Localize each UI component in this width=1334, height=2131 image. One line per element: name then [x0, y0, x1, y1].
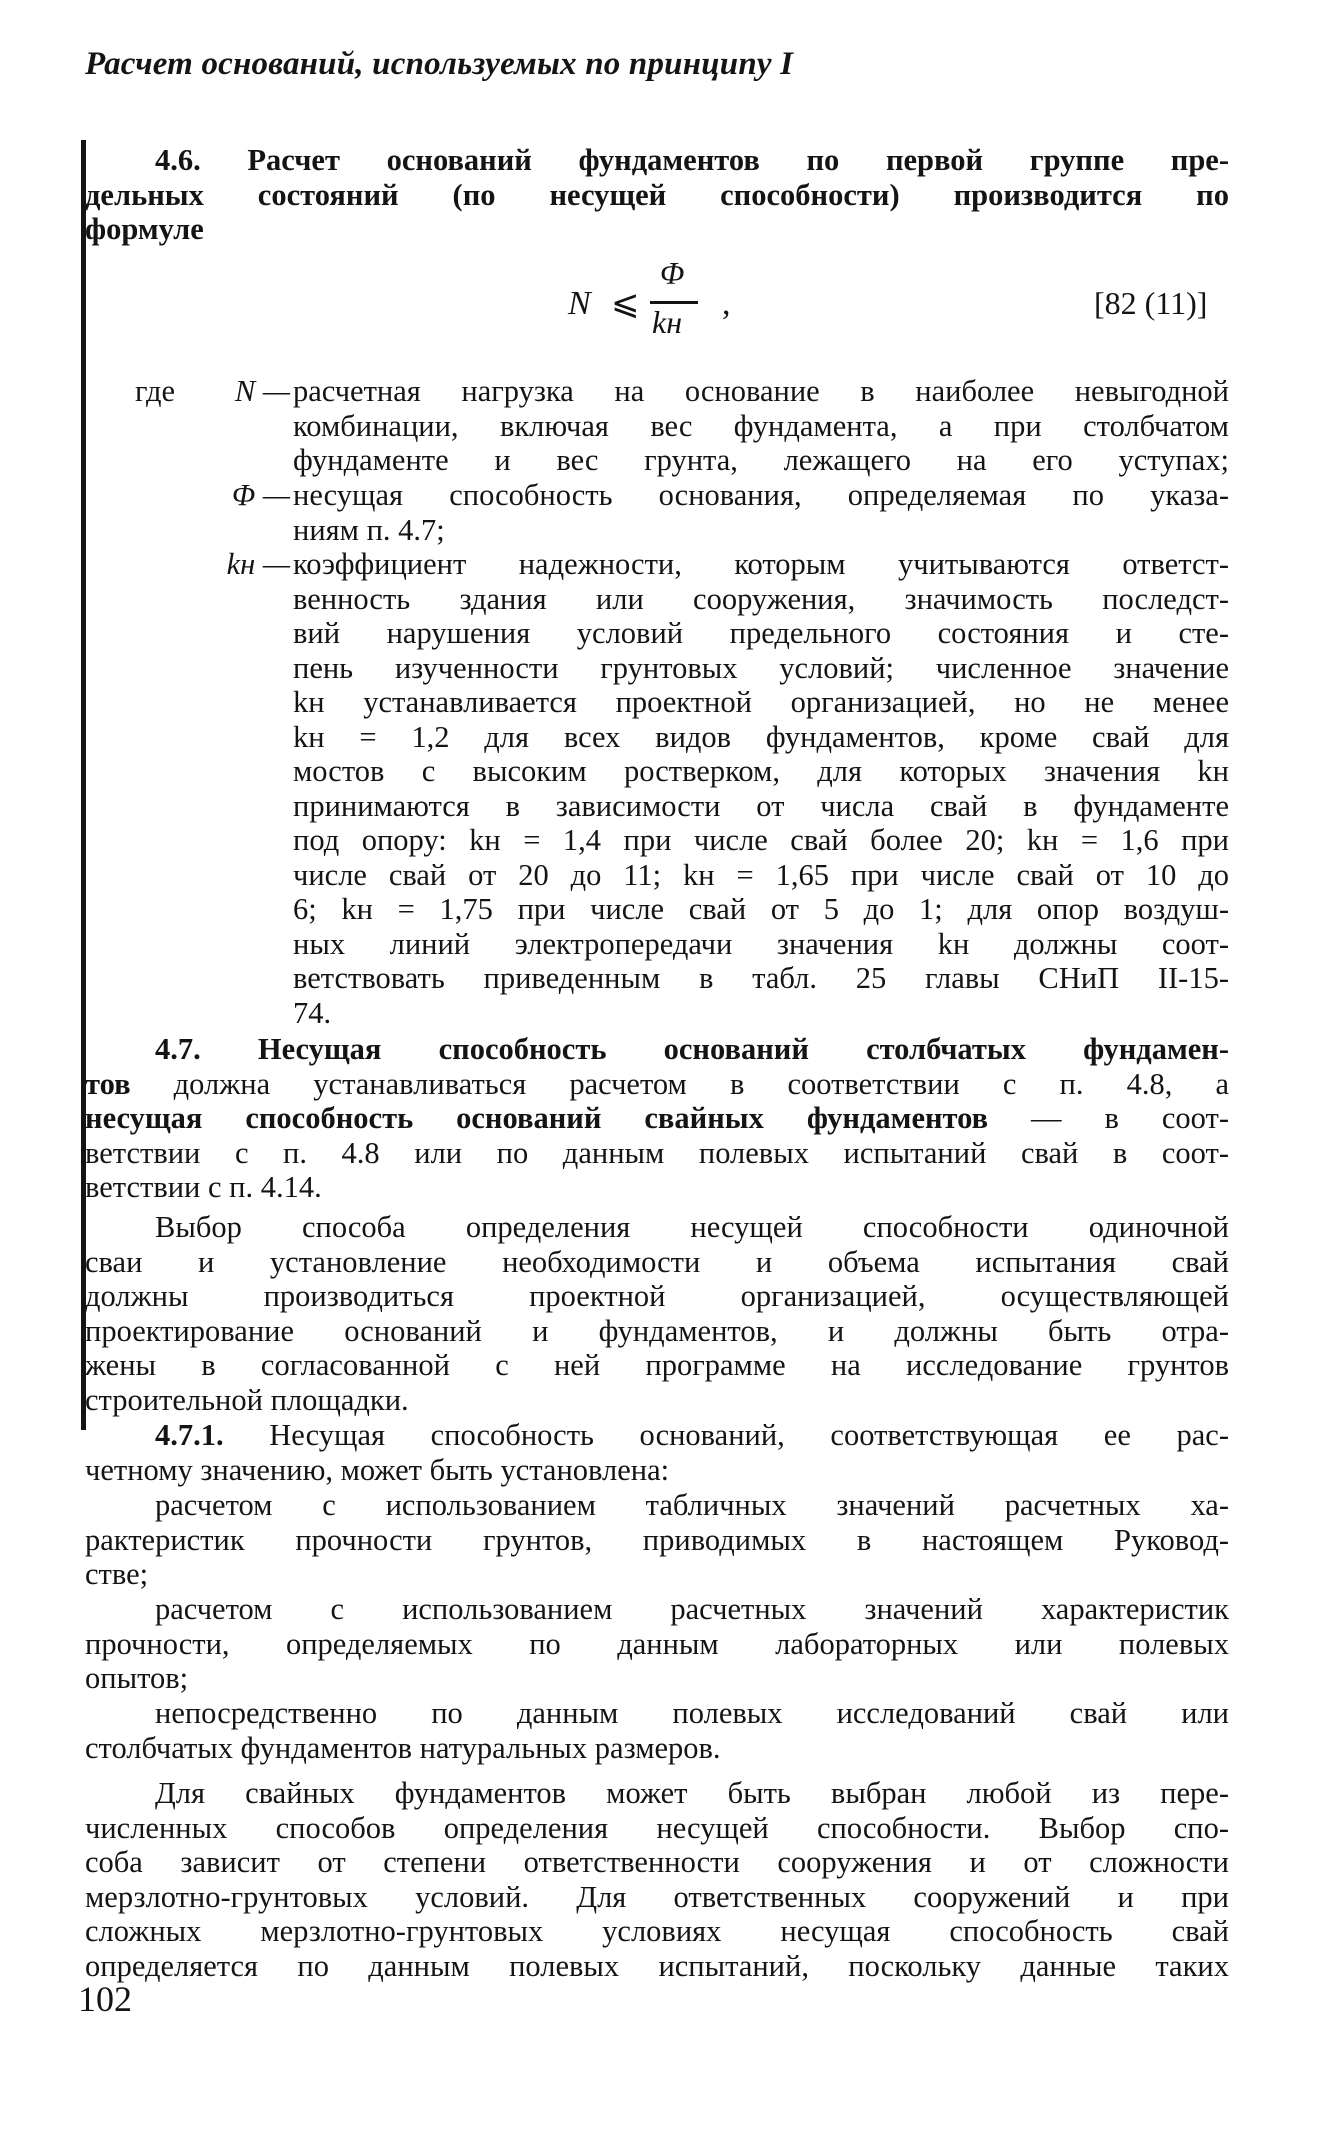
- definition-line: 6; kн = 1,75 при числе свай от 5 до 1; для опор воздуш-: [293, 892, 1229, 926]
- section-4-7-line: ветствии с п. 4.14.: [85, 1170, 322, 1204]
- section-4-7-1: [85, 1418, 1229, 1487]
- item-line: опытов;: [85, 1661, 189, 1695]
- definition-line: мостов с высоким ростверком, для которых значения kн: [293, 754, 1229, 788]
- definition-line: kн устанавливается проектной организацией, но не менее: [293, 685, 1229, 719]
- item-line: непосредственно по данным полевых исследований свай или: [155, 1696, 1229, 1730]
- formula-relation: ⩽: [611, 285, 640, 322]
- section-4-7-line: несущая способность оснований свайных фундаментов — в соот-: [85, 1101, 1229, 1135]
- method-item: [85, 1696, 1229, 1765]
- formula-reference: [82 (11)]: [1094, 285, 1208, 321]
- paragraph-choice: [85, 1210, 1229, 1417]
- item-line: прочности, определяемых по данным лабораторных или полевых: [85, 1626, 1229, 1661]
- definition-line: ветствовать приведенным в табл. 25 главы СНиП II-15-: [293, 961, 1229, 995]
- section-4-7-line: 4.7. Несущая способность оснований столбчатых фундамен-: [155, 1032, 1229, 1066]
- section-4-7: [85, 1032, 1229, 1205]
- definition-line: ных линий электропередачи значения kн должны соот-: [293, 926, 1229, 961]
- definition-symbol: kн —: [226, 547, 290, 581]
- definition-line: фундаменте и вес грунта, лежащего на его уступах;: [293, 443, 1229, 477]
- item-line: расчетом с использованием табличных значений расчетных ха-: [155, 1488, 1229, 1522]
- definition-line: числе свай от 20 до 11; kн = 1,65 при числе свай от 10 до: [293, 857, 1229, 892]
- paragraph-line: сваи и установление необходимости и объема испытания свай: [85, 1244, 1229, 1279]
- paragraph-line: соба зависит от степени ответственности сооружения и от сложности: [85, 1845, 1229, 1879]
- definition-line: kн = 1,2 для всех видов фундаментов, кроме свай для: [293, 719, 1229, 754]
- paragraph-line: определяется по данным полевых испытаний, поскольку данные таких: [85, 1948, 1229, 1983]
- formula-denominator: kн: [652, 304, 683, 340]
- paragraph-line: должны производиться проектной организацией, осуществляющей: [85, 1279, 1229, 1313]
- formula-comma: ,: [722, 285, 731, 322]
- definition-symbol: Φ —: [232, 478, 290, 512]
- paragraph-line: сложных мерзлотно-грунтовых условиях несущая способность свай: [85, 1914, 1229, 1948]
- item-line: расчетом с использованием расчетных значений характеристик: [155, 1592, 1229, 1626]
- item-line: стве;: [85, 1557, 149, 1591]
- definition-line: несущая способность основания, определяемая по указа-: [293, 478, 1229, 512]
- item-line: столбчатых фундаментов натуральных размеров.: [85, 1730, 721, 1765]
- definition-line: вий нарушения условий предельного состояния и сте-: [293, 616, 1229, 650]
- definition-text: [293, 547, 1229, 1030]
- formula-lhs: N: [568, 285, 591, 322]
- paragraph-line: Для свайных фундаментов может быть выбран любой из пере-: [155, 1776, 1229, 1810]
- definition-line: комбинации, включая вес фундамента, а при столбчатом: [293, 408, 1229, 443]
- definition-text: [293, 478, 1229, 547]
- formula-numerator: Φ: [660, 255, 685, 291]
- paragraph-line: мерзлотно-грунтовых условий. Для ответственных сооружений и при: [85, 1879, 1229, 1914]
- paragraph-line: Выбор способа определения несущей способности одиночной: [155, 1210, 1229, 1244]
- paragraph-pile-foundations: [85, 1776, 1229, 1983]
- definition-line: ниям п. 4.7;: [293, 512, 445, 547]
- section-4-7-line: тов должна устанавливаться расчетом в соответствии с п. 4.8, а: [85, 1066, 1229, 1101]
- definition-line: расчетная нагрузка на основание в наиболее невыгодной: [293, 374, 1229, 408]
- paragraph-line: численных способов определения несущей способности. Выбор спо-: [85, 1810, 1229, 1845]
- paragraph-line: жены в согласованной с ней программе на исследование грунтов: [85, 1348, 1229, 1382]
- definition-line: под опору: kн = 1,4 при числе свай более 20; kн = 1,6 при: [293, 823, 1229, 857]
- method-item: [85, 1592, 1229, 1696]
- definition-line: коэффициент надежности, которым учитываются ответст-: [293, 547, 1229, 581]
- section-4-6-line: дельных состояний (по несущей способности) производится по: [85, 177, 1229, 212]
- method-item: [85, 1488, 1229, 1592]
- definition-text: [293, 374, 1229, 478]
- section-4-6: [85, 143, 1229, 247]
- definition-line: 74.: [293, 995, 332, 1030]
- running-header: Расчет оснований, используемых по принципу I: [85, 46, 794, 82]
- item-line: рактеристик прочности грунтов, приводимых в настоящем Руковод-: [85, 1522, 1229, 1557]
- definition-line: пень изученности грунтовых условий; численное значение: [293, 650, 1229, 685]
- section-4-6-line: формуле: [85, 212, 204, 246]
- section-4-7-1-line: четному значению, может быть установлена:: [85, 1452, 670, 1487]
- definition-symbol: N —: [234, 374, 290, 408]
- definition-line: принимаются в зависимости от числа свай в фундаменте: [293, 788, 1229, 823]
- where-label: где: [135, 374, 176, 408]
- definition-line: венность здания или сооружения, значимость последст-: [293, 581, 1229, 616]
- section-4-7-1-line: 4.7.1. Несущая способность оснований, соответствующая ее рас-: [155, 1418, 1229, 1452]
- section-4-7-line: ветствии с п. 4.8 или по данным полевых испытаний свай в соот-: [85, 1135, 1229, 1170]
- page-number: 102: [78, 1979, 132, 2019]
- paragraph-line: строительной площадки.: [85, 1382, 409, 1417]
- paragraph-line: проектирование оснований и фундаментов, и должны быть отра-: [85, 1313, 1229, 1348]
- section-4-6-line: 4.6. Расчет оснований фундаментов по первой группе пре-: [155, 143, 1229, 177]
